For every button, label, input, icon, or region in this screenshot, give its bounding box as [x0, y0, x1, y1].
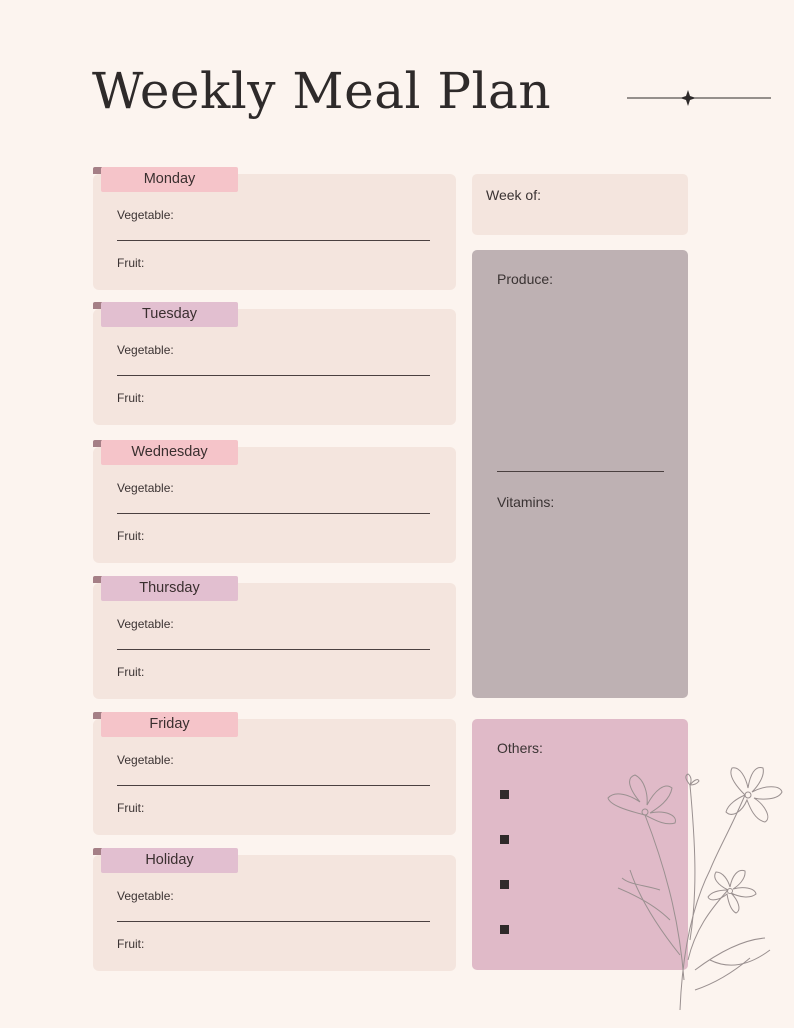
produce-divider	[497, 471, 664, 472]
vegetable-write-line[interactable]	[117, 921, 430, 922]
day-card-friday	[93, 716, 456, 835]
others-bullet	[500, 835, 509, 844]
others-label: Others:	[497, 740, 543, 756]
day-tab-monday: Monday	[101, 167, 238, 192]
fruit-label: Fruit:	[117, 256, 145, 270]
fruit-label: Fruit:	[117, 801, 145, 815]
vegetable-write-line[interactable]	[117, 375, 430, 376]
produce-label: Produce:	[497, 271, 554, 287]
fruit-label: Fruit:	[117, 937, 145, 951]
day-tab-wednesday: Wednesday	[101, 440, 238, 465]
day-card-monday	[93, 171, 456, 290]
day-card-holiday	[93, 852, 456, 971]
day-tab-tuesday: Tuesday	[101, 302, 238, 327]
vegetable-label: Vegetable:	[117, 343, 174, 357]
vegetable-label: Vegetable:	[117, 481, 174, 495]
fruit-label: Fruit:	[117, 529, 145, 543]
sparkle-divider-icon	[627, 88, 772, 108]
others-bullet	[500, 790, 509, 799]
page-title: Weekly Meal Plan	[92, 62, 552, 120]
cosmos-flower-illustration	[600, 760, 790, 1018]
others-bullet	[500, 925, 509, 934]
day-tab-holiday: Holiday	[101, 848, 238, 873]
vegetable-label: Vegetable:	[117, 617, 174, 631]
vegetable-label: Vegetable:	[117, 208, 174, 222]
day-tab-thursday: Thursday	[101, 576, 238, 601]
day-card-thursday	[93, 580, 456, 699]
produce-panel[interactable]	[472, 250, 688, 698]
others-bullet	[500, 880, 509, 889]
vegetable-label: Vegetable:	[117, 889, 174, 903]
vegetable-write-line[interactable]	[117, 785, 430, 786]
vegetable-write-line[interactable]	[117, 513, 430, 514]
week-of-label: Week of:	[486, 187, 541, 203]
day-card-wednesday	[93, 444, 456, 563]
day-card-tuesday	[93, 306, 456, 425]
fruit-label: Fruit:	[117, 391, 145, 405]
vegetable-write-line[interactable]	[117, 240, 430, 241]
fruit-label: Fruit:	[117, 665, 145, 679]
vegetable-label: Vegetable:	[117, 753, 174, 767]
day-tab-friday: Friday	[101, 712, 238, 737]
week-of-box[interactable]	[472, 174, 688, 235]
vegetable-write-line[interactable]	[117, 649, 430, 650]
vitamins-label: Vitamins:	[497, 494, 555, 510]
